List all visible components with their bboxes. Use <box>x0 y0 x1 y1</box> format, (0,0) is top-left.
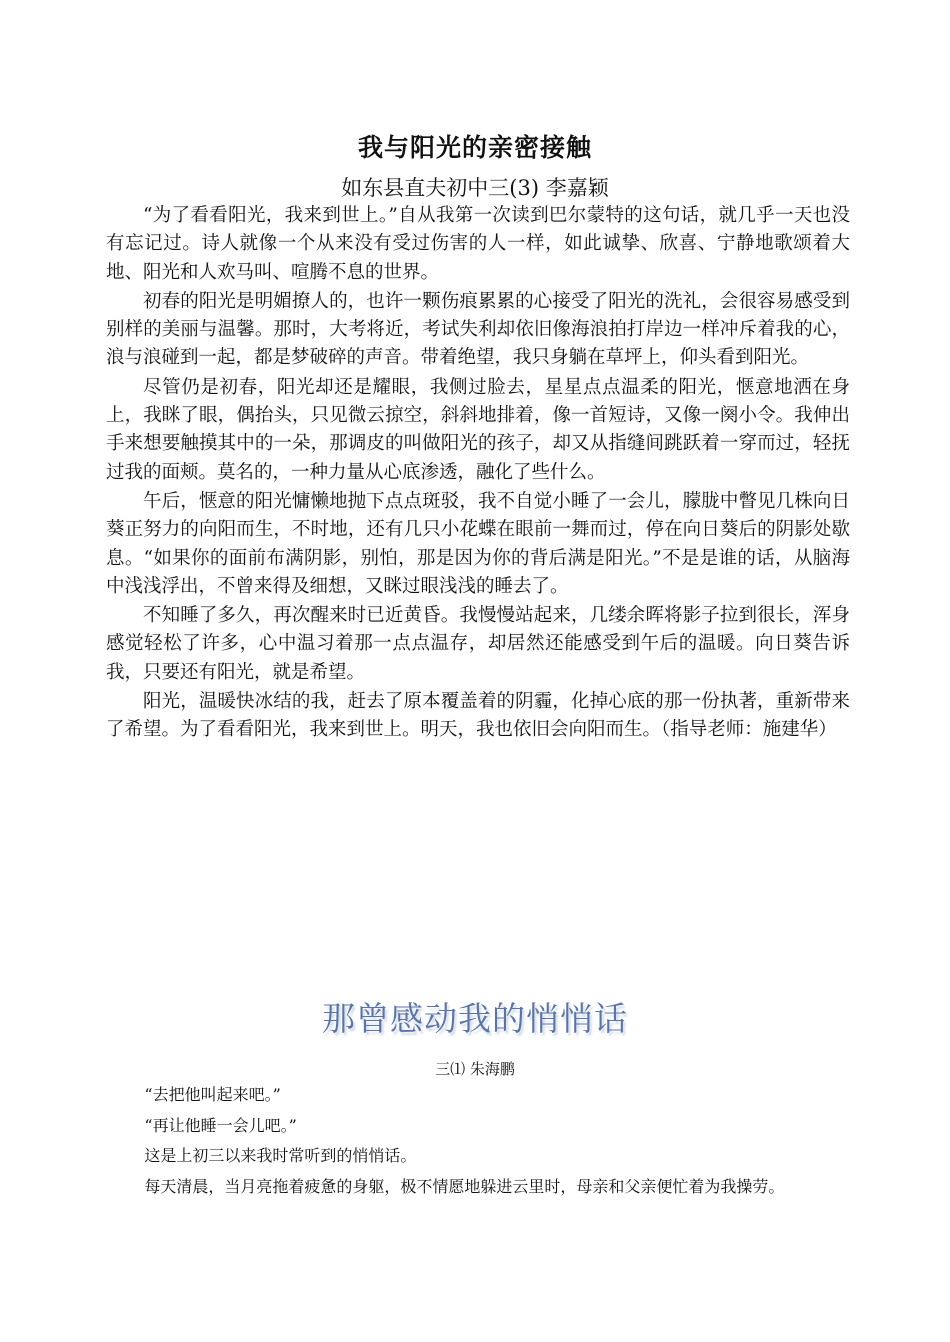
essay1-paragraph: 初春的阳光是明媚撩人的，也许一颗伤痕累累的心接受了阳光的洗礼，会很容易感受到别样的美丽与温馨。那时，大考将近，考试失利却依旧像海浪拍打岸边一样冲斥着我的心，浪与浪碰到一起，都是梦破碎的声音。带着绝望，我只身躺在草坪上，仰头看到阳光。 <box>106 290 850 369</box>
essay2-paragraph: 每天清晨，当月亮拖着疲惫的身躯，极不情愿地躲进云里时，母亲和父亲便忙着为我操劳。 <box>144 1176 785 1196</box>
essay2-paragraph: 这是上初三以来我时常听到的悄悄话。 <box>144 1146 417 1165</box>
essay1-author: 如东县直夫初中三(3) 李嘉颖 <box>341 176 609 200</box>
essay2-body <box>106 1082 850 1204</box>
essay2-author: 三⑴ 朱海鹏 <box>435 1060 515 1078</box>
essay1-body <box>106 202 850 746</box>
essay2-paragraph: “再让他睡一会儿吧。” <box>144 1115 297 1135</box>
essay2-title: 那曾感动我的悄悄话 <box>322 999 628 1038</box>
essay2-paragraph: “去把他叫起来吧。” <box>144 1085 281 1104</box>
essay1-paragraph: “为了看看阳光，我来到世上。”自从我第一次读到巴尔蒙特的这句话，就几乎一天也没有忘记过。诗人就像一个从来没有受过伤害的人一样，如此诚挚、欣喜、宁静地歌颂着大地、阳光和人欢马叫、喧腾不息的世界。 <box>106 205 850 283</box>
essay1-paragraph: 阳光，温暖快冰结的我，赶去了原本覆盖着的阴霾，化掉心底的那一份执著，重新带来了希望。为了看看阳光，我来到世上。明天，我也依旧会向阳而生。（指导老师：施建华） <box>106 691 850 741</box>
essay1-paragraph: 不知睡了多久，再次醒来时已近黄昏。我慢慢站起来，几缕余晖将影子拉到很长，浑身感觉轻松了许多，心中温习着那一点点温存，却居然还能感受到午后的温暖。向日葵告诉我，只要还有阳光，就是希望。 <box>106 605 850 683</box>
essay1-title: 我与阳光的亲密接触 <box>357 133 592 162</box>
essay1-paragraph: 尽管仍是初春，阳光却还是耀眼，我侧过脸去，星星点点温柔的阳光，惬意地洒在身上，我眯了眼，偶抬头，只见微云掠空，斜斜地排着，像一首短诗，又像一阕小令。我伸出手来想要触摸其中的一朵，那调皮的叫做阳光的孩子，却又从指缝间跳跃着一穿而过，轻抚过我的面颊。莫名的，一种力量从心底渗透，融化了些什么。 <box>106 376 850 483</box>
essay1-paragraph: 午后，惬意的阳光慵懒地抛下点点斑驳，我不自觉小睡了一会儿，朦胧中瞥见几株向日葵正努力的向阳而生，不时地，还有几只小花蝶在眼前一舞而过，停在向日葵后的阴影处歇息。“如果你的面前布满阴影，别怕，那是因为你的背后满是阳光。”不是是谁的话，从脑海中浅浅浮出，不曾来得及细想，又眯过眼浅浅的睡去了。 <box>106 490 850 597</box>
